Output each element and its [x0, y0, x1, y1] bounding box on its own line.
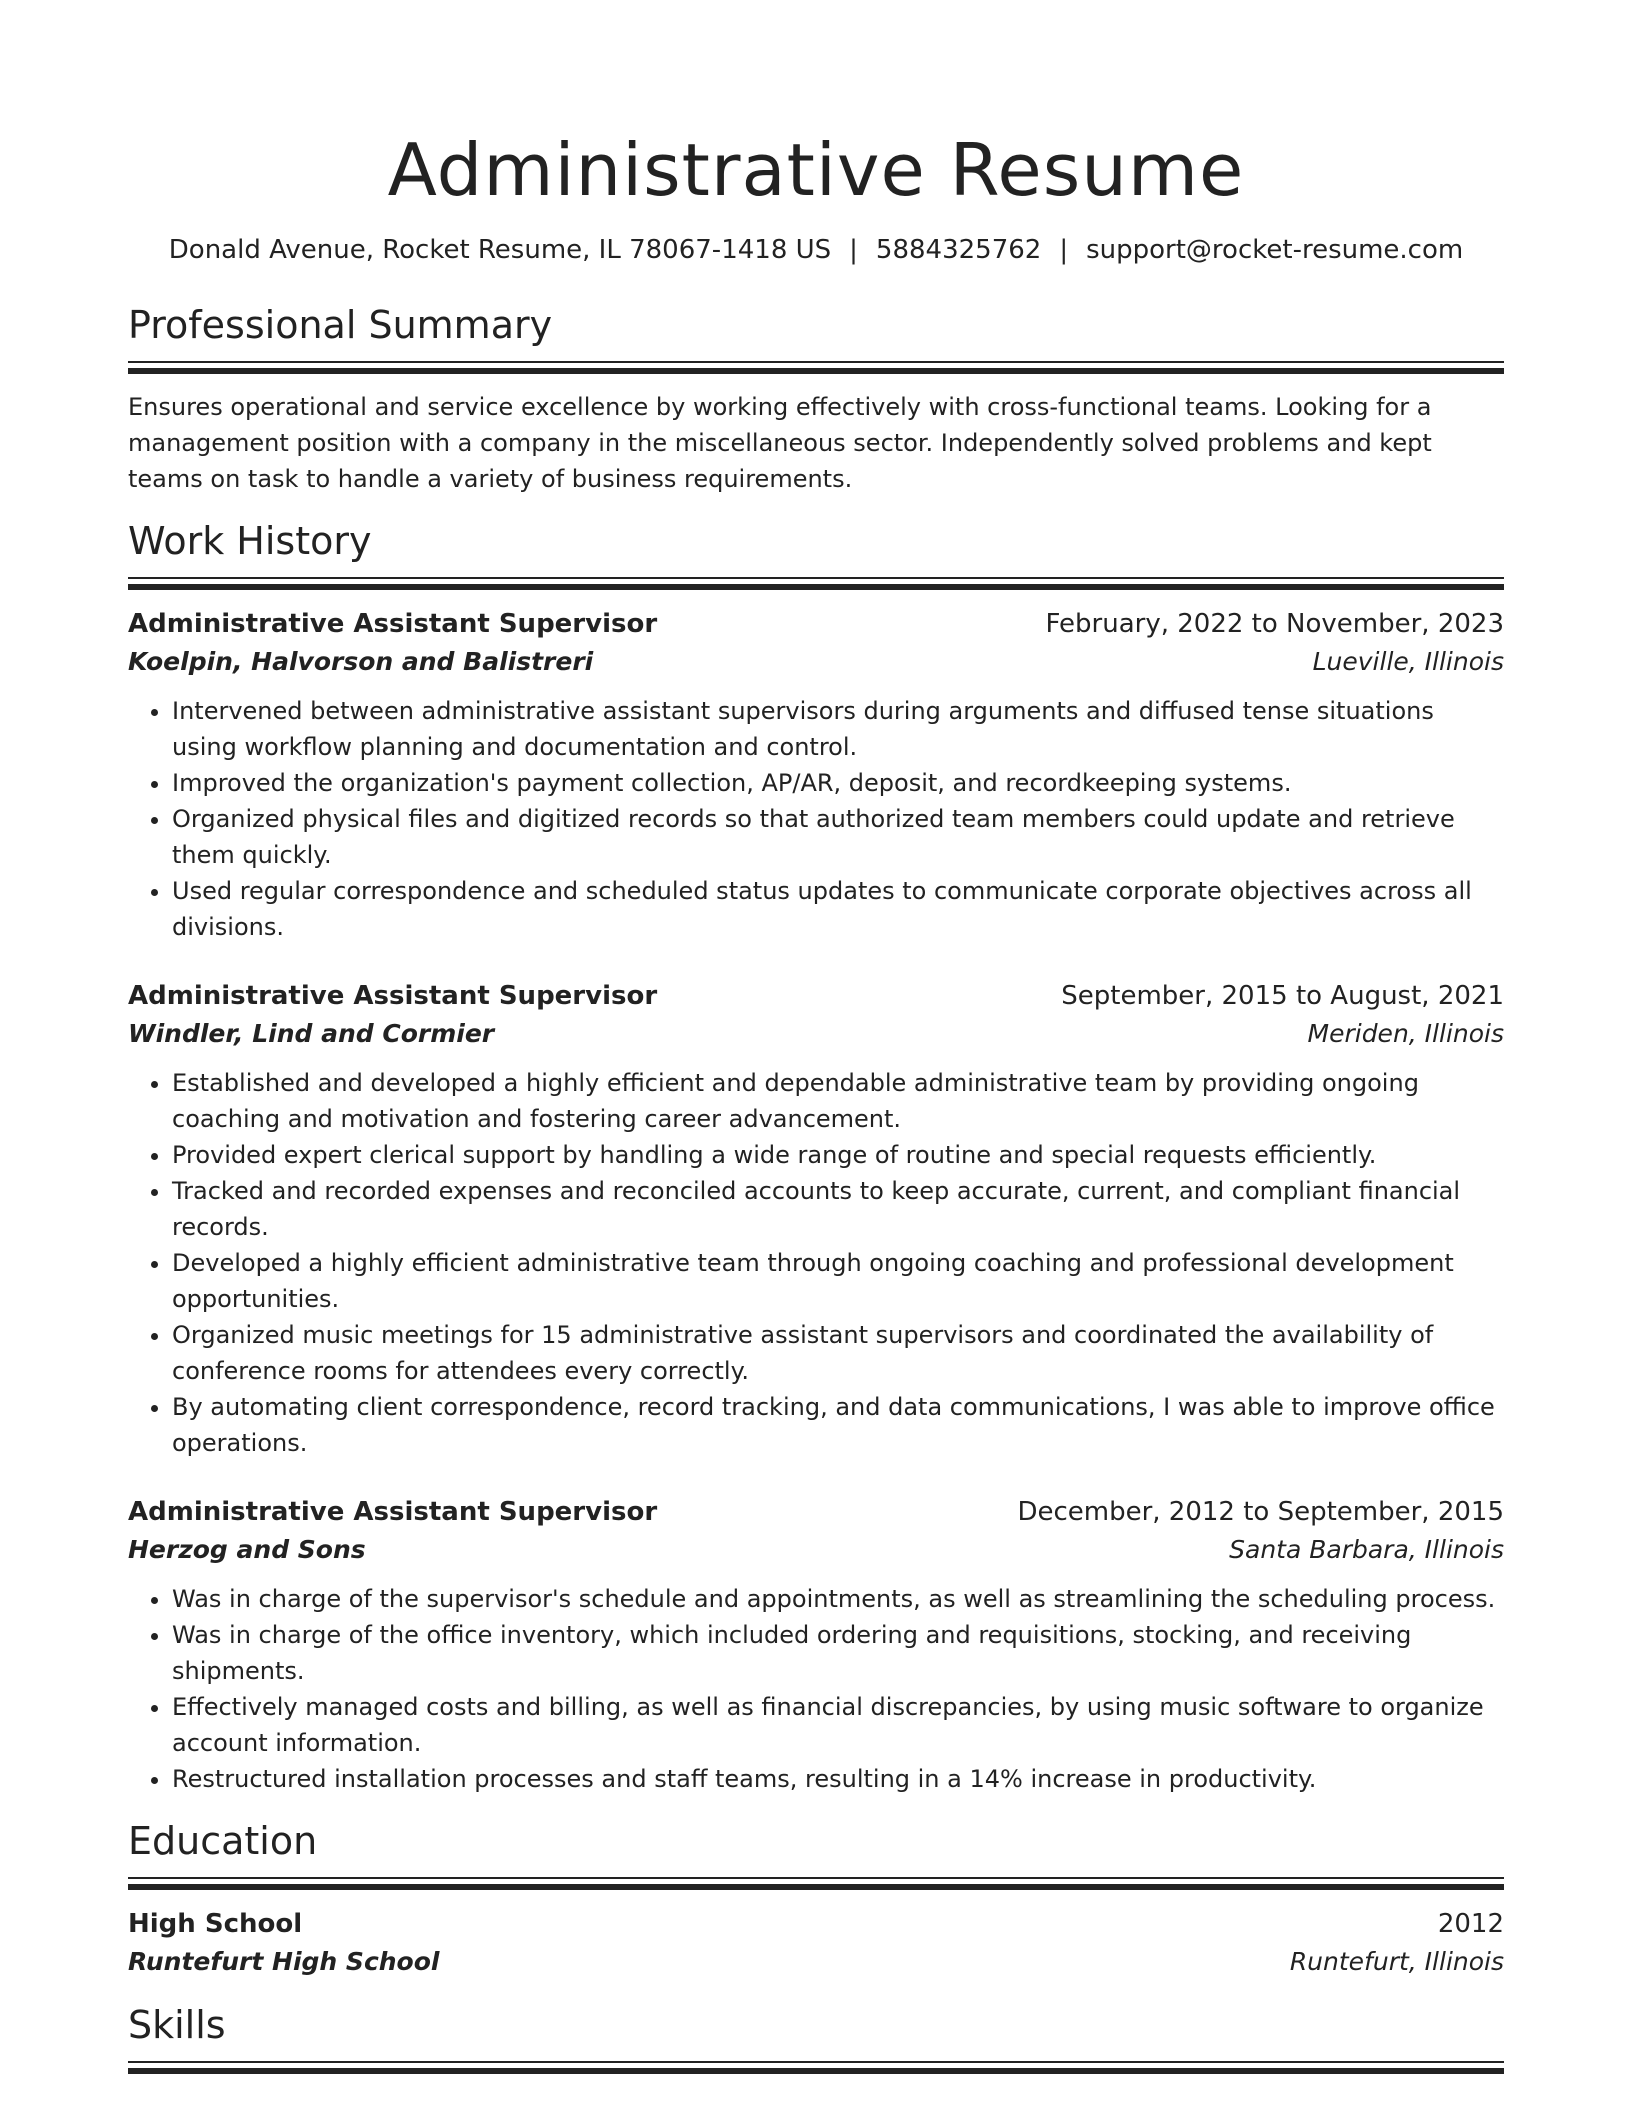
- summary-text: Ensures operational and service excellence by working effectively with cross-functional teams. Looking for a management position with a company in the miscellaneous sector. Independently solved problems and kept teams on task to handle a variety of business requirements.: [128, 393, 1432, 493]
- section-title-skills: Skills: [128, 2003, 226, 2047]
- bullet-item: • Developed a highly efficient administrative team through ongoing coaching and professional development opportunities.: [172, 1245, 1504, 1317]
- section-divider: [128, 577, 1504, 589]
- job-dates: December, 2012 to September, 2015: [1017, 1497, 1504, 1527]
- contact-line: [128, 233, 1504, 267]
- bullet-item: • Intervened between administrative assistant supervisors during arguments and diffused tense situations using workflow planning and documentation and control.: [172, 693, 1504, 765]
- job-location: Meriden, Illinois: [1307, 1019, 1504, 1048]
- education-section: [128, 1817, 1504, 1981]
- job-location: Santa Barbara, Illinois: [1229, 1535, 1504, 1564]
- job-entry: [128, 1493, 1504, 1797]
- address: Donald Avenue, Rocket Resume, IL 78067-1418 US: [168, 235, 832, 265]
- job-entry: [128, 605, 1504, 945]
- bullet-item: • Used regular correspondence and scheduled status updates to communicate corporate objectives across all divisions.: [172, 873, 1504, 945]
- bullet-item: • Organized physical files and digitized records so that authorized team members could update and retrieve them quickly.: [172, 801, 1504, 873]
- job-dates: September, 2015 to August, 2021: [1061, 981, 1504, 1011]
- company-name: Herzog and Sons: [128, 1535, 366, 1564]
- section-title-education: Education: [128, 1819, 318, 1863]
- summary-section: [128, 301, 1504, 497]
- job-subheader: [128, 1531, 1504, 1569]
- bullet-item: • Was in charge of the office inventory, which included ordering and requisitions, stocking, and receiving shipments.: [172, 1617, 1504, 1689]
- job-bullets: [128, 1581, 1504, 1797]
- job-dates: February, 2022 to November, 2023: [1045, 609, 1504, 639]
- section-title-work: Work History: [128, 519, 372, 563]
- school-location: Runtefurt, Illinois: [1289, 1947, 1504, 1976]
- email: support@rocket-resume.com: [1086, 235, 1464, 265]
- section-divider: [128, 2061, 1504, 2073]
- phone: 5884325762: [875, 235, 1042, 265]
- degree: High School: [128, 1909, 303, 1939]
- bullet-item: • Organized music meetings for 15 administrative assistant supervisors and coordinated the availability of conference rooms for attendees every correctly.: [172, 1317, 1504, 1389]
- job-subheader: [128, 643, 1504, 681]
- job-header: [128, 977, 1504, 1015]
- bullet-item: • Was in charge of the supervisor's schedule and appointments, as well as streamlining the scheduling process.: [172, 1581, 1504, 1617]
- bullet-item: • Provided expert clerical support by handling a wide range of routine and special requests efficiently.: [172, 1137, 1504, 1173]
- job-title: Administrative Assistant Supervisor: [128, 981, 658, 1011]
- bullet-item: • By automating client correspondence, record tracking, and data communications, I was able to improve office operations.: [172, 1389, 1504, 1461]
- company-name: Koelpin, Halvorson and Balistreri: [128, 647, 594, 676]
- job-subheader: [128, 1015, 1504, 1053]
- school-name: Runtefurt High School: [128, 1947, 440, 1976]
- job-location: Lueville, Illinois: [1312, 647, 1504, 676]
- job-bullets: [128, 693, 1504, 945]
- education-entry: [128, 1905, 1504, 1981]
- bullet-item: • Restructured installation processes and staff teams, resulting in a 14% increase in productivity.: [172, 1761, 1504, 1797]
- job-header: [128, 605, 1504, 643]
- job-bullets: [128, 1065, 1504, 1461]
- job-entry: [128, 977, 1504, 1461]
- resume-content: [128, 0, 1504, 2073]
- contact-separator: |: [849, 235, 858, 265]
- bullet-item: • Established and developed a highly efficient and dependable administrative team by providing ongoing coaching and motivation and fostering career advancement.: [172, 1065, 1504, 1137]
- company-name: Windler, Lind and Cormier: [128, 1019, 495, 1048]
- job-header: [128, 1493, 1504, 1531]
- job-title: Administrative Assistant Supervisor: [128, 609, 658, 639]
- skills-section: [128, 2001, 1504, 2073]
- section-title-summary: Professional Summary: [128, 303, 553, 347]
- section-divider: [128, 1877, 1504, 1889]
- bullet-item: • Improved the organization's payment collection, AP/AR, deposit, and recordkeeping systems.: [172, 765, 1504, 801]
- graduation-year: 2012: [1437, 1909, 1504, 1939]
- education-header: [128, 1905, 1504, 1943]
- education-subheader: [128, 1943, 1504, 1981]
- bullet-item: • Effectively managed costs and billing, as well as financial discrepancies, by using music software to organize account information.: [172, 1689, 1504, 1761]
- work-section: [128, 517, 1504, 1797]
- job-title: Administrative Assistant Supervisor: [128, 1497, 658, 1527]
- bullet-item: • Tracked and recorded expenses and reconciled accounts to keep accurate, current, and compliant financial records.: [172, 1173, 1504, 1245]
- section-divider: [128, 361, 1504, 373]
- resume-title: Administrative Resume: [387, 128, 1245, 212]
- contact-separator: |: [1059, 235, 1069, 265]
